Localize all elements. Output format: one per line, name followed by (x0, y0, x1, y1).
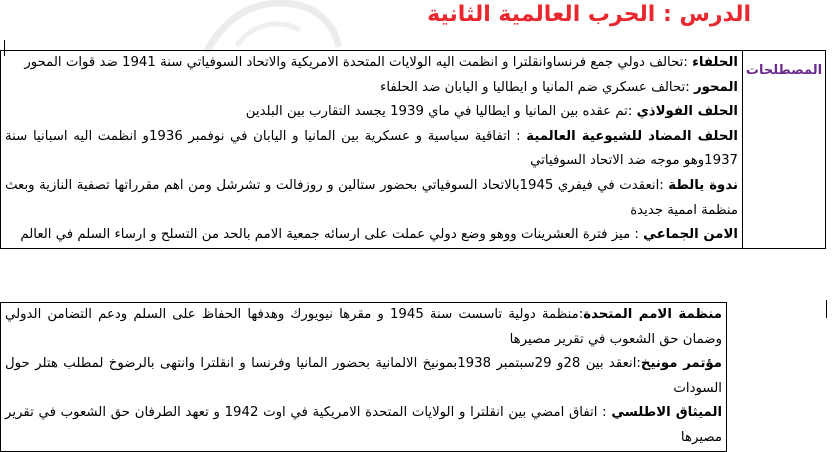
entry-anti-comintern (5, 125, 738, 174)
entry-collective-security (5, 223, 738, 248)
term-label: الحلفاء (692, 55, 738, 70)
entry-munich (5, 352, 722, 401)
terms-content (1, 303, 727, 452)
terms-heading: المصطلحات (743, 51, 826, 249)
term-definition: : اتفاقية سياسية و عسكرية بين المانيا و اليابان في نوفمبر 1936و انظمت اليه اسبانيا سنة 1937وهو موجه ضد الاتحاد السوفياتي (5, 128, 738, 169)
term-definition: :منظمة دولية تاسست سنة 1945 و مقرها نيويورك وهدفها الحفاظ على السلم ودعم التضامن الدولي وضمان حق الشعوب في تقرير مصيرها (5, 307, 722, 347)
lesson-title: الدرس : الحرب العالمية الثانية (427, 2, 751, 27)
entry-atlantic-charter (5, 401, 722, 450)
entry-axis (5, 76, 738, 101)
term-definition: :تم عقده بين المانيا و ايطاليا في ماي 1939 يجسد التقارب بين البلدين (245, 104, 637, 120)
entry-united-nations (5, 303, 722, 352)
terms-table (0, 50, 826, 249)
term-label: مؤتمر مونيخ (640, 356, 723, 372)
entry-yalta (5, 174, 738, 223)
term-definition: :تحالف دولي جمع فرنساوانقلترا و انظمت اليه الولايات المتحدة الامريكية والاتحاد السوفياتي سنة 1941 ضد قوات المحور (24, 55, 693, 70)
terms-table-continued (0, 302, 727, 452)
term-definition: :انعقدت في فيفري 1945بالاتحاد السوفياتي بحضور ستالين و روزفالت و تشرشل ومن اهم مقرراتها تصفية النازية وبعث منظمة اممية جديدة (5, 177, 738, 218)
term-definition: : ميز فترة العشرينات ووهو وضع دولي عملت على ارسائه جمعية الامم بالحد من التسلح و ارساء السلم في العالم (20, 227, 644, 243)
term-label: الميثاق الاطلسي (611, 405, 722, 421)
watermark-graphic (198, 0, 348, 54)
term-label: منظمة الامم المتحدة (583, 307, 722, 322)
term-label: الحلف الفولاذي (636, 104, 738, 120)
margin-mark (826, 300, 827, 318)
term-definition: :انعقد بين 28و 29سبتمبر 1938بمونيخ الالمانية بحضور المانيا وفرنسا و انقلترا وانتهى بالرضوخ لمطلب هتلر حول السودات (5, 356, 722, 396)
entry-allies (5, 51, 738, 76)
term-label: الامن الجماعي (643, 227, 738, 243)
term-definition: : اتفاق امضي بين انقلترا و الولايات المتحدة الامريكية في اوت 1942 و تعهد الطرفان حق الشعوب في تقرير مصيرها (5, 405, 722, 445)
entry-pact-of-steel (5, 100, 738, 125)
term-label: المحور (693, 79, 738, 95)
term-label: الحلف المضاد للشيوعية العالمية (526, 128, 738, 144)
term-label: ندوة يالطة (668, 177, 738, 193)
terms-content (1, 51, 743, 249)
term-definition: :تحالف عسكري ضم المانيا و ايطاليا و اليابان ضد الحلفاء (380, 79, 694, 95)
